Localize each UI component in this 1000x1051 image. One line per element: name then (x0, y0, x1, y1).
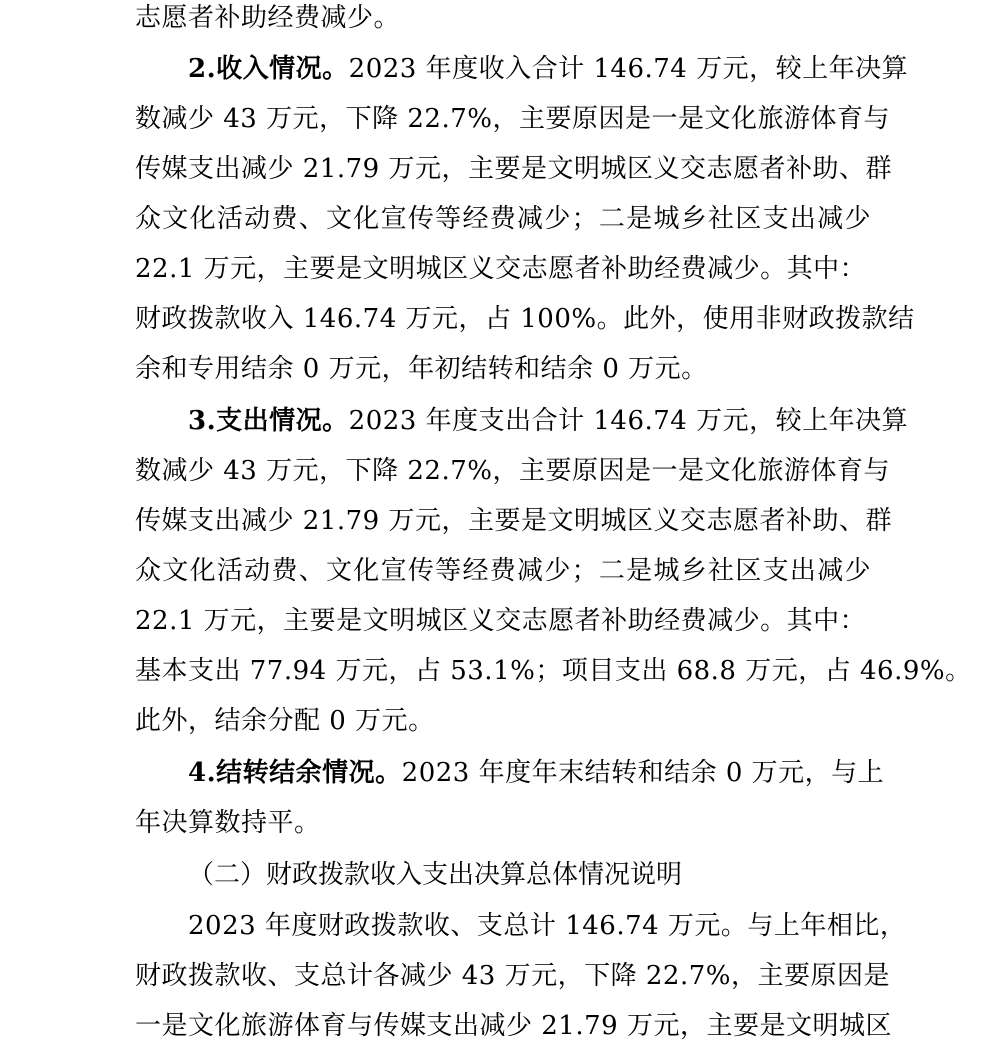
paragraph-line: 2023 年度财政拨款收、支总计 146.74 万元。与上年相比， (188, 911, 907, 941)
paragraph-line: 传媒支出减少 21.79 万元，主要是文明城区义交志愿者补助、群 (135, 154, 892, 184)
paragraph-line: 数减少 43 万元，下降 22.7%，主要原因是一是文化旅游体育与 (135, 104, 890, 134)
carryover-paragraph-first-line (188, 748, 885, 798)
paragraph-line: 一是文化旅游体育与传媒支出减少 21.79 万元，主要是文明城区 (135, 1011, 892, 1041)
income-paragraph-first-line (188, 44, 909, 94)
income-heading: 2.收入情况。 (188, 54, 349, 84)
paragraph-line: 数减少 43 万元，下降 22.7%，主要原因是一是文化旅游体育与 (135, 456, 890, 486)
paragraph-line: 22.1 万元，主要是文明城区义交志愿者补助经费减少。其中： (135, 606, 867, 636)
paragraph-line: 志愿者补助经费减少。 (135, 3, 401, 33)
paragraph-line: 22.1 万元，主要是文明城区义交志愿者补助经费减少。其中： (135, 254, 867, 284)
expenditure-heading: 3.支出情况。 (188, 406, 349, 436)
paragraph-line: 年决算数持平。 (135, 808, 321, 838)
paragraph-line: 基本支出 77.94 万元，占 53.1%；项目支出 68.8 万元，占 46.9%。 (135, 656, 972, 686)
carryover-heading: 4.结转结余情况。 (188, 758, 402, 788)
income-text: 2023 年度收入合计 146.74 万元，较上年决算 (348, 54, 909, 84)
paragraph-line: 此外，结余分配 0 万元。 (135, 706, 435, 736)
paragraph-line: 众文化活动费、文化宣传等经费减少；二是城乡社区支出减少 (135, 204, 871, 234)
carryover-text: 2023 年度年末结转和结余 0 万元，与上 (401, 758, 885, 788)
expenditure-text: 2023 年度支出合计 146.74 万元，较上年决算 (348, 406, 909, 436)
expenditure-paragraph-first-line (188, 396, 909, 446)
paragraph-line: 传媒支出减少 21.79 万元，主要是文明城区义交志愿者补助、群 (135, 506, 892, 536)
paragraph-line: 财政拨款收入 146.74 万元，占 100%。此外，使用非财政拨款结 (135, 304, 915, 334)
section-heading: （二）财政拨款收入支出决算总体情况说明 (188, 860, 683, 890)
paragraph-line: 余和专用结余 0 万元，年初结转和结余 0 万元。 (135, 354, 708, 384)
paragraph-line: 众文化活动费、文化宣传等经费减少；二是城乡社区支出减少 (135, 556, 871, 586)
paragraph-line: 财政拨款收、支总计各减少 43 万元，下降 22.7%，主要原因是 (135, 961, 890, 991)
